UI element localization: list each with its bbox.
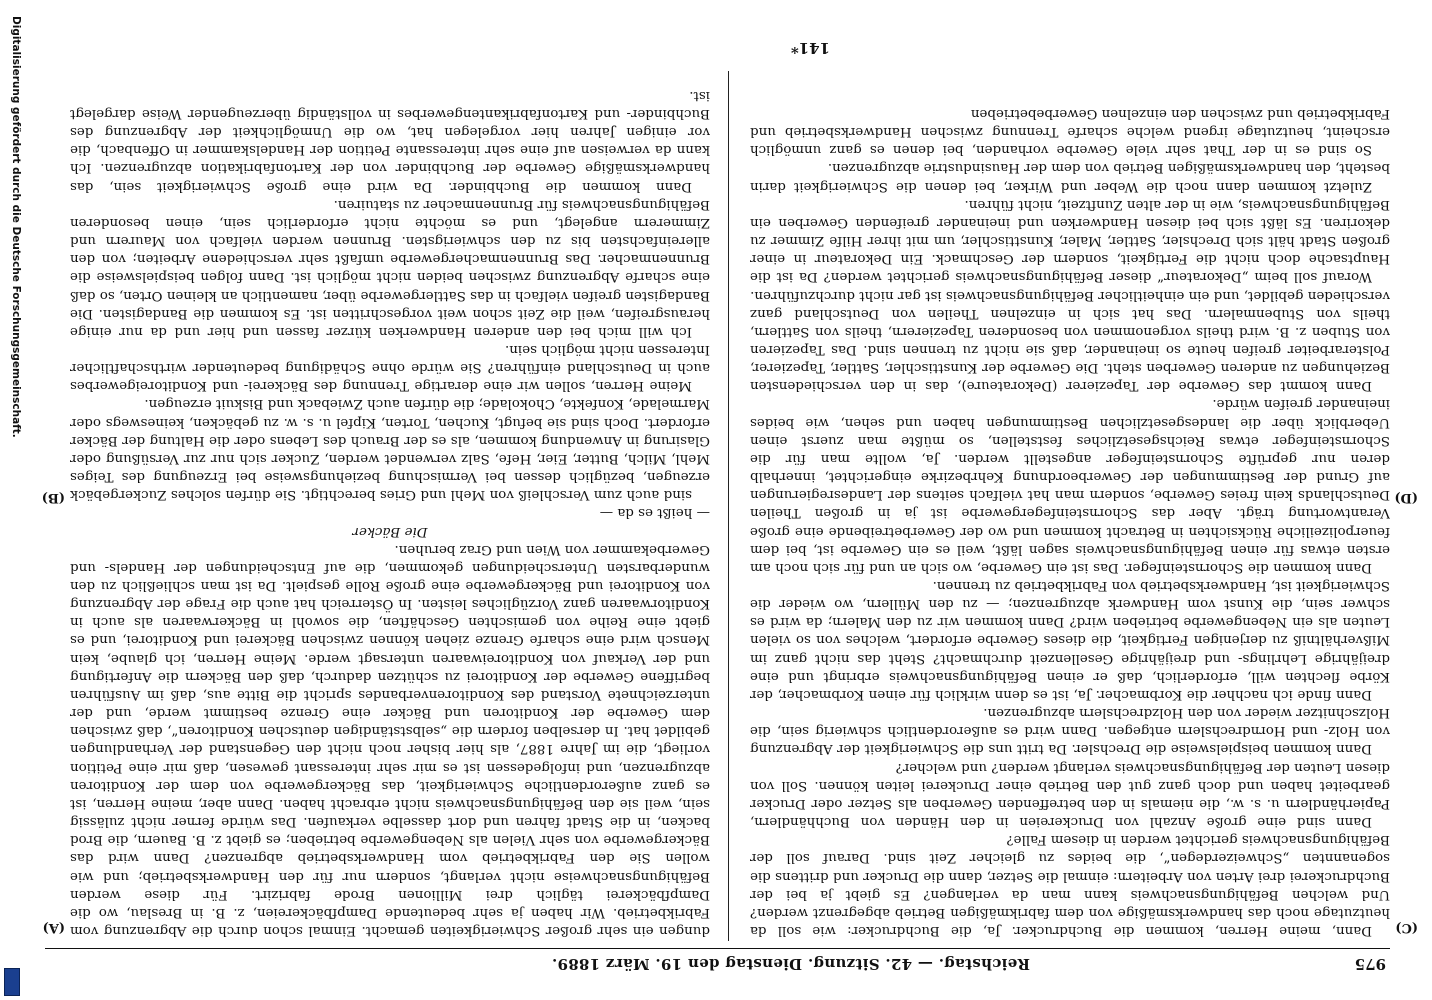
paragraph: Dann sind eine große Anzahl von Druckereien in den Händen von Buchhändlern, Papierhändlern u. s. w., die niemals in den betreffenden Gewerben als Setzer oder Drucker gearbeitet haben und doch ganz gut den Betrieb einer Druckerei leiten können. Soll von diesen Leuten der Befähigungsnachweis verlangt werden? und welcher? xyxy=(750,759,1390,830)
paragraph: Zuletzt kommen dann noch die Weber und Wirker, bei denen die Schwierigkeit darin besteht, den handwerksmäßigen Betrieb von dem der Hausindustrie abzugrenzen. xyxy=(750,160,1390,194)
margin-mark-a: (A) xyxy=(42,920,65,935)
running-title: Reichstag. — 42. Sitzung. Dienstag den 19. März 1889. xyxy=(551,955,1030,973)
margin-mark-d: (D) xyxy=(1394,490,1418,505)
paragraph: Dann finde ich nachher die Korbmacher. Ja, ist es denn wirklich für einen Korbmacher, der Körbe flechten will, erforderlich, daß er einen Befähigungsnachweis erbringt und eine dreijährige Lehrlings- und dreijährige Gesellenzeit durchmacht? Steht das nicht ganz im Mißverhältniß zu derjenigen Fertigkeit, die dieses Gewerbe erfordert, welches von so vielen Leuten als ein Nebengewerbe betrieben wird? Dann kommen wir zu den Malern; da wird es schwer sein, die Kunst vom Handwerk abzugrenzen; — zu den Müllern, wo wieder die Schwierigkeit ist, Handwerksbetrieb von Fabrikbetrieb zu trennen. xyxy=(750,578,1390,702)
paragraph: Meine Herren, sollen wir eine derartige Trennung des Bäckerei- und Konditoreigewerbes auch in Deutschland einführen? Sie würde ohne Schädigung bedeutender wirthschaftlicher Interessen nicht möglich sein. xyxy=(70,342,710,394)
paragraph: Dann kommen die Schornsteinfeger. Das ist ein Gewerbe, wo sich an und für sich noch am ersten etwas für einen Befähigungsnachweis sagen läßt, weil es ein Gewerbe ist, bei dem feuerpolizeiliche Rücksichten in Betracht kommen und wo der Gewerbetreibende eine große Verantwortung trägt. Aber das Schornsteinfegergewerbe ist ja in großen Theilen Deutschlands kein freies Gewerbe, sondern man hat vielfach seitens der Landesregierungen auf Grund der Bestimmungen der Gewerbeordnung Kehrbezirke eingerichtet, innerhalb deren nur geprüfte Schornsteinfeger angestellt werden. Ja, wollte man für die Schornsteinfeger etwas Reichsgesetzliches feststellen, so müßte man zuerst einen Ueberblick über die landesgesetzlichen Bestimmungen haben und sehen, wie beides ineinander greifen würde. xyxy=(750,396,1390,575)
paragraph: Dann kommt das Gewerbe der Tapezierer (Dekorateure), das in den verschiedensten Beziehungen zu anderen Gewerben steht. Die Gewerbe der Kunsttischler, Sattler, Tapezierer, Polsterarbeiter greifen heute so ineinander, daß sie nicht zu trennen sind. Das Tapezieren von Stuben z. B. wird theils vorgenommen von besonderen Tapezierern, theils von Sattlern, theils von Stubenmalern. Das hat sich in einzelnen Theilen von Deutschland ganz verschieden gebildet, und ein einheitlicher Befähigungsnachweis ist gar nicht durchzuführen. xyxy=(750,287,1390,394)
margin-mark-b: (B) xyxy=(41,490,65,505)
quote-intro: — heißt es da — xyxy=(599,505,710,521)
page-number: 975 xyxy=(1354,955,1386,973)
right-column xyxy=(70,69,710,939)
paragraph: Dann, meine Herren, kommen die Buchdrucker. Ja, die Buchdrucker: wie soll da heutzutage noch das handwerksmäßige von dem fabrikmäßigen Betrieb abgegrenzt werden? Und welchen Befähigungsnachweis kann man da verlangen? Es giebt ja bei der Buchdruckerei drei Arten von Arbeitern: einmal die Setzer, dann die Drucker und drittens die sogenannten „Schweizerdegen“, die beides zu gleicher Zeit sind. Darauf soll der Befähigungsnachweis gerichtet werden in diesem Falle? xyxy=(750,832,1390,938)
quote-heading: Die Bäcker xyxy=(352,523,428,539)
paragraph: dungen ein sehr großer Schwierigkeiten gemacht. Einmal schon durch die Abgrenzung vom Fabrikbetrieb. Wir haben ja sehr bedeutende Dampfbäckereien, z. B. in Breslau, wo die Dampfbäckerei täglich drei Millionen Brode fabrizirt. Für diese werden Befähigungsnachweise nicht verlangt, sondern nur für den Handwerksbetrieb; und wie wollen Sie den Fabrikbetrieb vom Handwerksbetrieb abgrenzen? Dann wird das Bäckergewerbe von sehr Vielen als Nebengewerbe betrieben; es giebt z. B. Bauern, die Brod backen, in die Stadt fahren und dort dasselbe verkaufen. Das würde ferner nicht zulässig sein, weil sie den Befähigungsnachweis nicht erbracht haben. Dann aber, meine Herren, ist es ganz außerordentliche Schwierigkeit, das Bäckergewerbe von dem der Konditoren abzugrenzen, und infolgedessen ist es mir sehr interessant gewesen, daß mir eine Petition vorliegt, die im Jahre 1887, als hier bisher noch nicht den Gegenstand der Verhandlungen gebildet hat. In derselben fordern die „selbstständigen deutschen Konditoren“, daß zwischen dem Gewerbe der Konditoren und Bäcker eine Grenze bestimmt werde, und der unterzeichnete Vorstand des Konditorenverbandes spricht die Bitte aus, daß im Ausführen begriffene Gewerbe der Konditorei zu schützen dadurch, daß den Bäckern die Anfertigung und der Verkauf von Konditoreiwaaren untersagt werde. Meine Herren, ich glaube, kein Mensch wird eine scharfe Grenze ziehen können zwischen Bäckerei und Konditorei, und es giebt eine Reihe von gemischten Geschäften, die sowohl in Bäckerwaaren als auch in Konditorwaaren ganz Vorzügliches leisten. In Österreich hat auch die Frage der Abgrenzung von Konditorei und Bäckergewerbe eine große Rolle gespielt. Da ist man schließlich zu den wunderbarsten Unterscheidungen gekommen, die auf Entscheidungen der Handels- und Gewerbekammer von Wien und Graz beruhen. xyxy=(70,541,710,938)
page-header xyxy=(45,948,1390,975)
dfg-logo xyxy=(4,968,20,996)
printer-signature: 141* xyxy=(790,39,830,57)
column-divider xyxy=(728,71,729,941)
footer-text: Digitalisierung gefördert durch die Deutsche Forschungsgemeinschaft. xyxy=(10,16,22,438)
digitization-footer xyxy=(8,16,22,1000)
paragraph: So sind es in der That sehr viele Gewerbe vorhanden, bei denen es ganz unmöglich erscheint, heutzutage irgend welche scharfe Trennung zwischen Handwerksbetrieb und Fabrikbetrieb und zwischen den einzelnen Gewerbebetrieben xyxy=(750,105,1390,158)
quoted-paragraph: sind auch zum Verschleiß von Mehl und Gries berechtigt. Sie dürfen solches Zuckergebäck erzeugen, bezüglich dessen bei Vermischung beziehungsweise bei Erzeugung des Teiges Mehl, Milch, Butter, Eier, Hefe, Salz verwendet werden, Zucker sich nur zur Versüßung oder Glasirung in Anwendung kommen, als es der Brauch des Lebens oder die Haltung der Bäcker erfordert. Doch sind sie befugt, Kuchen, Torten, Kipfel u. s. w. zu gebäcken, keineswegs oder Marmelade, Konfekte, Chokolade; die dürfen auch Zwieback und Biskuit erzeugen. xyxy=(70,396,710,503)
left-column xyxy=(750,69,1390,939)
paragraph: Dann kommen die Buchbinder. Da wird eine große Schwierigkeit sein, das handwerksmäßige Gewerbe der Buchbinder von der Kartonfabrikation abzugrenzen. Ich kann da verweisen auf eine sehr interessante Petition der Handelskammer in Offenbach, die vor einigen Jahren hier vorgelegen hat, wo die Unmöglichkeit der Abgrenzung des Buchbinder- und Kartonfabrikantengewerbes in vollständig überzeugender Weise dargelegt ist. xyxy=(70,87,710,194)
document-page xyxy=(41,25,1418,975)
paragraph: Worauf soll beim „Dekorateur“ dieser Befähigungsnachweis gerichtet werden? Da ist die Hauptsache doch nicht die Fertigkeit, sondern der Geschmack. Ein Dekorateur in einer großen Stadt hält sich Drechsler, Sattler, Maler, Kunsttischler, um mit ihrer Hilfe Zimmer zu dekoriren. Es läßt sich bei diesen Handwerken und ineinander greifenden Gewerben ein Befähigungsnachweis, wie in der alten Zunftzeit, nicht führen. xyxy=(750,196,1390,285)
margin-mark-c: (C) xyxy=(1395,920,1418,935)
paragraph: Dann kommen beispielsweise die Drechsler. Da tritt uns die Schwierigkeit der Abgrenzung von Holz- und Horndrechslern entgegen. Dann wird es außerordentlich schwierig sein, die Holzschnitzer wieder von den Holzdrechslern abzugrenzen. xyxy=(750,705,1390,757)
paragraph: Ich will mich bei den anderen Handwerken kürzer fassen und hier und da nur einige herausgreifen, weil die Zeit schon weit vorgeschritten ist. Es kommen die Bandagisten. Die Bandagisten greifen vielfach in das Sattlergewerbe über, namentlich an kleinen Orten, so daß eine scharfe Abgrenzung zwischen beiden nicht möglich ist. Dann folgen beispielsweise die Brunnenmacher. Das Brunnenmachergewerbe umfaßt sehr verschiedene Arbeiten; von den allereinfachsten bis zu den schwierigsten. Brunnen werden vielfach von Maurern und Zimmerern angelegt, und es möchte nicht erforderlich sein, einen besonderen Befähigungsnachweis für Brunnenmacher zu statuiren. xyxy=(70,196,710,339)
